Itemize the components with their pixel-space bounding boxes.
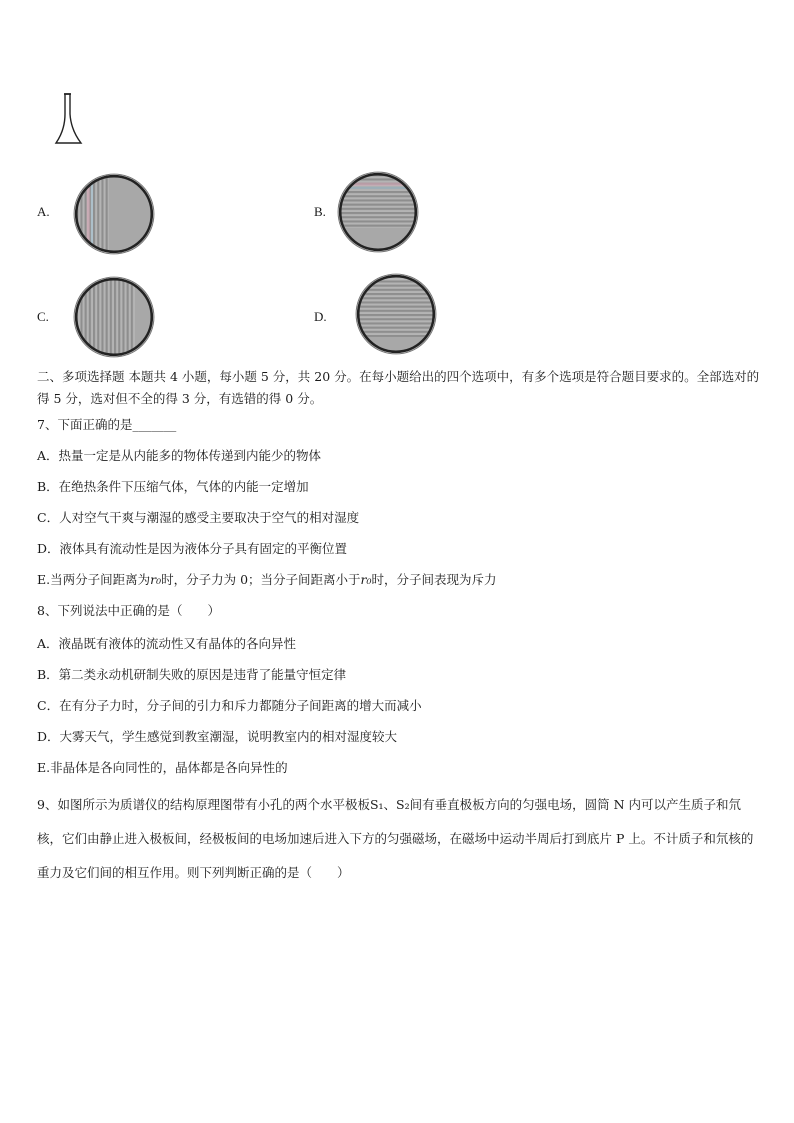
q8-option-e: E.非晶体是各向同性的，晶体都是各向异性的 <box>37 760 288 775</box>
option-label-b: B. <box>314 204 326 219</box>
q7-e-text-3: 时，分子间表现为斥力 <box>371 572 497 587</box>
interference-disk-c <box>72 275 156 359</box>
interference-disk-b <box>336 170 420 254</box>
q7-option-b: B．在绝热条件下压缩气体，气体的内能一定增加 <box>37 479 309 494</box>
q8-stem: 8、下列说法中正确的是（ ） <box>37 603 220 618</box>
r0-symbol: r₀ <box>360 572 372 587</box>
option-label-d: D. <box>314 309 327 324</box>
option-label-a: A. <box>37 204 50 219</box>
q7-option-e <box>37 570 497 588</box>
option-label-c: C. <box>37 309 49 324</box>
q7-option-c: C．人对空气干爽与潮湿的感受主要取决于空气的相对湿度 <box>37 510 360 525</box>
q7-e-text-1: E.当两分子间距离为 <box>37 572 151 587</box>
q7-stem: 7、下面正确的是_______ <box>37 417 177 432</box>
q7-option-a: A．热量一定是从内能多的物体传递到内能少的物体 <box>37 448 322 463</box>
q8-option-a: A．液晶既有液体的流动性又有晶体的各向异性 <box>37 636 297 651</box>
q7-option-d: D．液体具有流动性是因为液体分子具有固定的平衡位置 <box>37 541 348 556</box>
interference-disk-a <box>72 172 156 256</box>
r0-symbol: r₀ <box>150 572 162 587</box>
q8-option-d: D．大雾天气，学生感觉到教室潮湿，说明教室内的相对湿度较大 <box>37 729 398 744</box>
interference-disk-d <box>354 272 438 356</box>
flask-shape-icon <box>52 90 86 148</box>
q8-option-b: B．第二类永动机研制失败的原因是违背了能量守恒定律 <box>37 667 347 682</box>
q9-text: 9、如图所示为质谱仪的结构原理图带有小孔的两个水平极板S₁、S₂间有垂直极板方向的匀强电场，圆筒 N 内可以产生质子和氘核，它们由静止进入极板间，经极板间的电场加速后进入下方的匀强磁场，在磁场中运动半周后打到底片 P 上。不计质子和氘核的重力及它们间的相互作用。则下列判断正确的是（ ） <box>37 797 754 880</box>
section2-instructions: 二、多项选择题 本题共 4 小题，每小题 5 分，共 20 分。在每小题给出的四个选项中，有多个选项是符合题目要求的。全部选对的得 5 分，选对但不全的得 3 分，有选错的得 0 分。 <box>37 369 760 406</box>
q7-e-text-2: 时，分子力为 0；当分子间距离小于 <box>161 572 361 587</box>
q8-option-c: C．在有分子力时，分子间的引力和斥力都随分子间距离的增大而减小 <box>37 698 422 713</box>
